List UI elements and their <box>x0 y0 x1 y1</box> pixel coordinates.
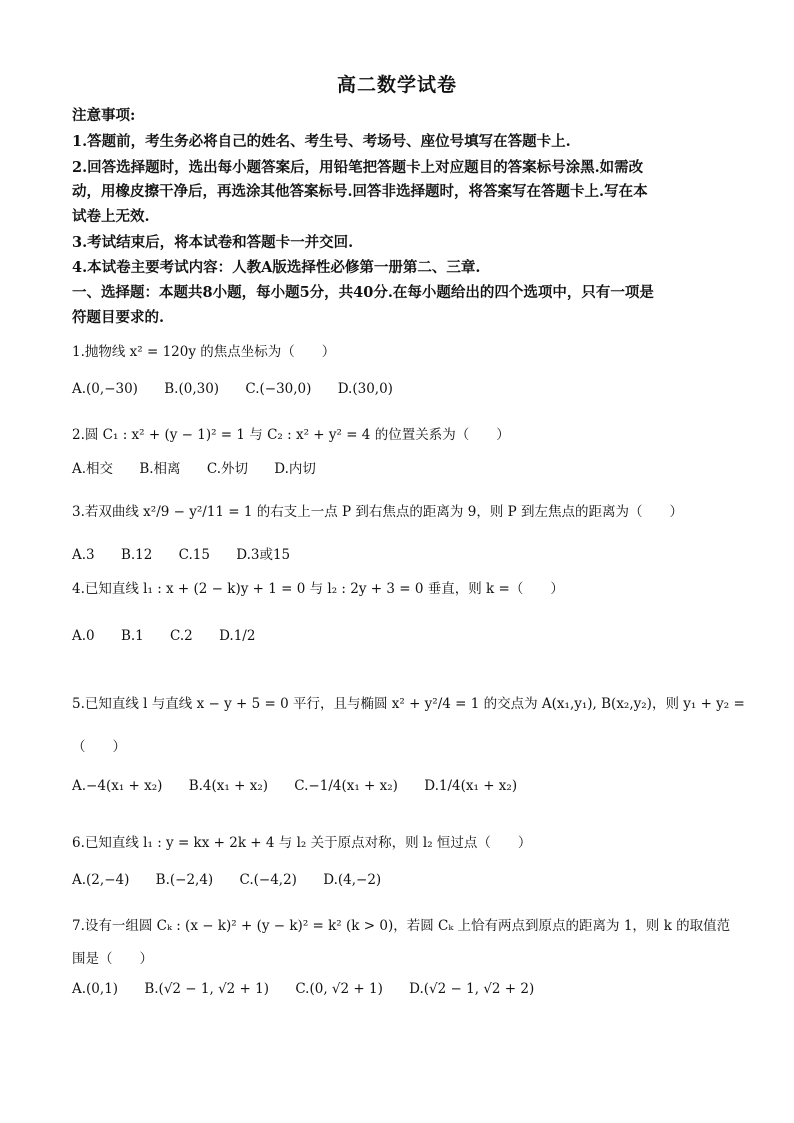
section-heading-line-1: 一、选择题：本题共8小题，每小题5分，共40分.在每小题给出的四个选项中，只有一项是 <box>72 284 654 301</box>
question-1-stem: 1.抛物线 x² = 120y 的焦点坐标为（ ） <box>72 344 336 360</box>
question-4-options <box>72 628 277 644</box>
option-b: B.(0,30) <box>164 381 220 397</box>
option-a: A.0 <box>72 628 95 644</box>
notice-line-4: 试卷上无效. <box>72 208 150 225</box>
question-2-options <box>72 457 338 477</box>
option-d: D.1/4(x₁ + x₂) <box>424 778 518 794</box>
notice-line-2: 2.回答选择题时，选出每小题答案后，用铅笔把答题卡上对应题目的答案标号涂黑.如需改 <box>72 159 644 176</box>
option-c: C.(−30,0) <box>245 381 312 397</box>
option-d: D.内切 <box>274 461 316 477</box>
option-d: D.(30,0) <box>337 381 393 397</box>
option-d: D.3或15 <box>236 547 291 563</box>
option-b: B.相离 <box>139 461 181 477</box>
question-3-options <box>72 543 312 563</box>
option-c: C.−1/4(x₁ + x₂) <box>294 778 398 794</box>
option-d: D.(√2 − 1, √2 + 2) <box>409 981 535 997</box>
option-a: A.(2,−4) <box>72 872 130 888</box>
question-7-stem-continued: 围是（ ） <box>72 951 153 967</box>
notice-heading: 注意事项: <box>72 107 136 124</box>
question-5-options <box>72 778 539 794</box>
question-5-stem: 5.已知直线 l 与直线 x − y + 5 = 0 平行，且与椭圆 x² + y²/4 = 1 的交点为 A(x₁,y₁), B(x₂,y₂)，则 y₁ + y₂ = <box>72 696 745 712</box>
option-d: D.1/2 <box>219 628 256 644</box>
option-a: A.(0,−30) <box>72 381 138 397</box>
question-2-stem: 2.圆 C₁ : x² + (y − 1)² = 1 与 C₂ : x² + y² = 4 的位置关系为（ ） <box>72 427 510 443</box>
section-heading-line-2: 符题目要求的. <box>72 309 165 326</box>
option-a: A.相交 <box>72 461 114 477</box>
question-1-options <box>72 381 415 397</box>
option-b: B.12 <box>120 547 153 563</box>
option-c: C.(−4,2) <box>239 872 297 888</box>
option-b: B.(−2,4) <box>155 872 214 888</box>
option-b: B.4(x₁ + x₂) <box>188 778 268 794</box>
notice-line-3: 动，用橡皮擦干净后，再选涂其他答案标号.回答非选择题时，将答案写在答题卡上.写在本 <box>72 183 648 200</box>
option-b: B.(√2 − 1, √2 + 1) <box>144 981 270 997</box>
option-c: C.(0, √2 + 1) <box>295 981 383 997</box>
question-6-options <box>72 872 403 888</box>
page-title: 高二数学试卷 <box>336 74 457 96</box>
option-c: C.2 <box>170 628 193 644</box>
option-a: A.−4(x₁ + x₂) <box>72 778 163 794</box>
option-d: D.(4,−2) <box>323 872 382 888</box>
question-4-stem: 4.已知直线 l₁ : x + (2 − k)y + 1 = 0 与 l₂ : 2y + 3 = 0 垂直，则 k =（ ） <box>72 581 564 597</box>
option-a: A.3 <box>72 547 95 563</box>
question-7-options <box>72 981 556 997</box>
option-c: C.15 <box>178 547 210 563</box>
notice-line-5: 3.考试结束后，将本试卷和答题卡一并交回. <box>72 234 354 251</box>
notice-line-1: 1.答题前，考生务必将自己的姓名、考生号、考场号、座位号填写在答题卡上. <box>72 133 571 150</box>
question-5-stem-continued: （ ） <box>72 739 126 755</box>
notice-line-6: 4.本试卷主要考试内容：人教A版选择性必修第一册第二、三章. <box>72 259 481 276</box>
option-c: C.外切 <box>206 461 248 477</box>
question-6-stem: 6.已知直线 l₁ : y = kx + 2k + 4 与 l₂ 关于原点对称，则 l₂ 恒过点（ ） <box>72 835 532 851</box>
option-b: B.1 <box>120 628 144 644</box>
option-a: A.(0,1) <box>72 981 119 997</box>
question-3-stem: 3.若双曲线 x²/9 − y²/11 = 1 的右支上一点 P 到右焦点的距离为 9，则 P 到左焦点的距离为（ ） <box>72 504 683 520</box>
question-7-stem: 7.设有一组圆 Cₖ : (x − k)² + (y − k)² = k² (k > 0)，若圆 Cₖ 上恰有两点到原点的距离为 1，则 k 的取值范 <box>72 918 731 934</box>
